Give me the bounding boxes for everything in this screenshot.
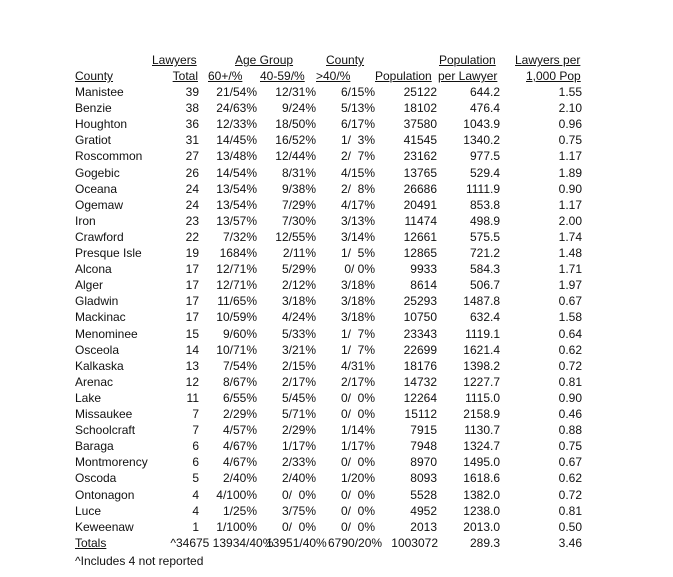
row-17-per-lawyer: 1398.2 (463, 359, 500, 373)
row-7-county-40: 4/17% (340, 198, 375, 212)
row-1-county: Benzie (75, 101, 112, 115)
row-5-total: 26 (185, 166, 199, 180)
row-7-age-60: 13/54% (216, 198, 257, 212)
row-25-per-1000: 0.72 (558, 488, 582, 502)
row-12-total: 17 (185, 278, 199, 292)
header-lawyers: Lawyers (152, 53, 197, 67)
row-26-age-40-59: 3/75% (281, 504, 316, 518)
row-5-population: 13765 (403, 166, 437, 180)
row-2-per-lawyer: 1043.9 (463, 117, 500, 131)
header-lawyers-per: Lawyers per (515, 53, 581, 67)
row-19-county: Lake (75, 391, 102, 405)
row-17-county-40: 4/31% (340, 359, 375, 373)
row-10-age-40-59: 2/11% (282, 246, 316, 260)
row-25-age-40-59: 0/ 0% (281, 488, 316, 502)
row-6-total: 24 (185, 182, 199, 196)
row-2-population: 37580 (403, 117, 437, 131)
row-21-total: 7 (192, 423, 199, 437)
row-8-age-40-59: 7/30% (281, 214, 316, 228)
row-10-per-lawyer: 721.2 (469, 246, 500, 260)
header-county: County (75, 69, 114, 83)
row-27-per-1000: 0.50 (558, 520, 582, 534)
row-8-county: Iron (75, 214, 96, 228)
row-8-per-1000: 2.00 (558, 214, 582, 228)
row-11-total: 17 (185, 262, 199, 276)
row-20-county: Missaukee (75, 407, 133, 421)
row-21-county: Schoolcraft (75, 423, 136, 437)
row-6-county: Oceana (75, 182, 118, 196)
row-12-population: 8614 (410, 278, 437, 292)
row-19-per-1000: 0.90 (558, 391, 582, 405)
row-15-total: 15 (185, 327, 199, 341)
row-14-population: 10750 (403, 310, 437, 324)
row-12-age-40-59: 2/12% (281, 278, 316, 292)
row-10-age-60: 1684% (219, 246, 257, 260)
totals-population: 1003072 (391, 536, 438, 550)
row-1-per-1000: 2.10 (558, 101, 582, 115)
totals-county-40: 6790/20% (328, 536, 383, 550)
row-6-per-lawyer: 1111.9 (465, 182, 500, 196)
row-22-population: 7948 (410, 439, 437, 453)
row-6-per-1000: 0.90 (558, 182, 582, 196)
row-13-total: 17 (185, 294, 199, 308)
row-5-age-60: 14/54% (216, 166, 257, 180)
row-25-per-lawyer: 1382.0 (463, 488, 500, 502)
row-16-county: Osceola (75, 343, 120, 357)
row-13-population: 25293 (403, 294, 437, 308)
row-23-population: 8970 (410, 455, 437, 469)
row-4-total: 27 (185, 149, 199, 163)
row-15-per-lawyer: 1119.1 (465, 327, 500, 341)
row-18-total: 12 (185, 375, 199, 389)
row-9-per-1000: 1.74 (558, 230, 582, 244)
row-12-per-1000: 1.97 (558, 278, 582, 292)
row-0-age-60: 21/54% (216, 85, 257, 99)
row-23-age-40-59: 2/33% (281, 455, 316, 469)
row-20-age-40-59: 5/71% (281, 407, 316, 421)
row-5-per-lawyer: 529.4 (469, 166, 500, 180)
row-4-county-40: 2/ 7% (340, 149, 375, 163)
row-12-age-60: 12/71% (216, 278, 257, 292)
row-19-county-40: 0/ 0% (340, 391, 375, 405)
row-19-per-lawyer: 1115.0 (465, 391, 500, 405)
row-10-county: Presque Isle (75, 246, 142, 260)
row-17-per-1000: 0.72 (558, 359, 582, 373)
row-15-age-40-59: 5/33% (281, 327, 316, 341)
row-5-age-40-59: 8/31% (281, 166, 316, 180)
row-9-county: Crawford (75, 230, 124, 244)
row-6-population: 26686 (403, 182, 437, 196)
row-11-county: Alcona (75, 262, 112, 276)
header-population: Population (375, 69, 432, 83)
row-27-county-40: 0/ 0% (340, 520, 375, 534)
row-21-age-40-59: 2/29% (281, 423, 316, 437)
totals-per-lawyer: 289.3 (469, 536, 500, 550)
row-9-total: 22 (185, 230, 199, 244)
row-16-per-1000: 0.62 (558, 343, 582, 357)
row-10-county-40: 1/ 5% (340, 246, 375, 260)
row-12-per-lawyer: 506.7 (469, 278, 500, 292)
row-18-county: Arenac (75, 375, 114, 389)
row-20-per-1000: 0.46 (558, 407, 582, 421)
row-19-age-40-59: 5/45% (281, 391, 316, 405)
row-13-county-40: 3/18% (340, 294, 375, 308)
row-2-age-40-59: 18/50% (275, 117, 316, 131)
row-22-age-40-59: 1/17% (281, 439, 316, 453)
row-0-age-40-59: 12/31% (275, 85, 316, 99)
row-23-per-lawyer: 1495.0 (463, 455, 500, 469)
row-15-age-60: 9/60% (222, 327, 257, 341)
row-4-population: 23162 (403, 149, 437, 163)
totals-age-40-59: 13951/40% (266, 536, 327, 550)
row-14-per-1000: 1.58 (558, 310, 582, 324)
row-21-age-60: 4/57% (222, 423, 257, 437)
row-23-per-1000: 0.67 (558, 455, 582, 469)
row-14-per-lawyer: 632.4 (469, 310, 500, 324)
row-8-population: 11474 (404, 214, 437, 228)
row-24-county-40: 1/20% (340, 471, 375, 485)
row-10-per-1000: 1.48 (558, 246, 582, 260)
row-7-age-40-59: 7/29% (281, 198, 316, 212)
row-12-county-40: 3/18% (340, 278, 375, 292)
row-13-per-1000: 0.67 (558, 294, 582, 308)
row-24-total: 5 (192, 471, 199, 485)
row-11-population: 9933 (410, 262, 437, 276)
row-19-total: 11 (186, 391, 199, 405)
row-3-age-60: 14/45% (216, 133, 257, 147)
row-24-per-lawyer: 1618.6 (463, 471, 500, 485)
row-15-county: Menominee (75, 327, 138, 341)
row-27-age-40-59: 0/ 0% (281, 520, 316, 534)
row-21-county-40: 1/14% (340, 423, 375, 437)
totals-total: ^346 (170, 536, 196, 550)
row-20-total: 7 (192, 407, 199, 421)
row-1-age-40-59: 9/24% (281, 101, 316, 115)
row-17-age-60: 7/54% (222, 359, 257, 373)
row-16-total: 14 (185, 343, 199, 357)
row-15-county-40: 1/ 7% (340, 327, 375, 341)
row-13-age-40-59: 3/18% (281, 294, 316, 308)
row-1-county-40: 5/13% (340, 101, 375, 115)
row-8-county-40: 3/13% (340, 214, 375, 228)
row-9-per-lawyer: 575.5 (469, 230, 500, 244)
row-3-county: Gratiot (75, 133, 112, 147)
row-15-per-1000: 0.64 (558, 327, 582, 341)
row-14-age-40-59: 4/24% (281, 310, 316, 324)
row-23-age-60: 4/67% (222, 455, 257, 469)
row-20-per-lawyer: 2158.9 (463, 407, 500, 421)
row-22-per-lawyer: 1324.7 (463, 439, 500, 453)
row-18-age-60: 8/67% (222, 375, 257, 389)
row-0-per-1000: 1.55 (558, 85, 582, 99)
row-10-total: 19 (185, 246, 199, 260)
row-15-population: 23343 (403, 327, 437, 341)
row-22-age-60: 4/67% (222, 439, 257, 453)
header-age-40-59: 40-59/% (260, 69, 305, 83)
row-25-county: Ontonagon (75, 488, 135, 502)
row-12-county: Alger (75, 278, 104, 292)
row-19-population: 12264 (403, 391, 437, 405)
header-age-60: 60+/% (208, 69, 243, 83)
row-6-age-40-59: 9/38% (281, 182, 316, 196)
header-per-lawyer: per Lawyer (438, 69, 498, 83)
row-24-age-60: 2/40% (222, 471, 257, 485)
row-7-population: 20491 (403, 198, 437, 212)
row-2-county: Houghton (75, 117, 128, 131)
header-county-40: >40/% (316, 69, 351, 83)
row-1-total: 38 (185, 101, 199, 115)
row-18-county-40: 2/17% (340, 375, 375, 389)
row-16-per-lawyer: 1621.4 (463, 343, 500, 357)
row-8-per-lawyer: 498.9 (469, 214, 500, 228)
row-11-age-40-59: 5/29% (281, 262, 316, 276)
row-27-age-60: 1/100% (216, 520, 257, 534)
row-19-age-60: 6/55% (222, 391, 257, 405)
row-24-population: 8093 (410, 471, 437, 485)
row-27-per-lawyer: 2013.0 (463, 520, 500, 534)
row-25-population: 5528 (410, 488, 437, 502)
row-25-age-60: 4/100% (216, 488, 257, 502)
totals-per-1000: 3.46 (558, 536, 582, 550)
row-23-county: Montmorency (75, 455, 148, 469)
row-16-age-40-59: 3/21% (281, 343, 316, 357)
row-2-county-40: 6/17% (340, 117, 375, 131)
row-7-per-1000: 1.17 (558, 198, 582, 212)
row-3-county-40: 1/ 3% (340, 133, 375, 147)
row-6-age-60: 13/54% (216, 182, 257, 196)
row-0-total: 39 (185, 85, 199, 99)
footnote: ^Includes 4 not reported (75, 554, 204, 568)
header-age-group: Age Group (235, 53, 294, 67)
row-4-per-lawyer: 977.5 (469, 149, 500, 163)
row-23-total: 6 (192, 455, 199, 469)
header-total: Total (172, 69, 198, 83)
row-25-total: 4 (192, 488, 199, 502)
row-23-county-40: 0/ 0% (340, 455, 375, 469)
row-13-age-60: 11/65% (217, 294, 257, 308)
row-1-per-lawyer: 476.4 (469, 101, 500, 115)
row-26-total: 4 (192, 504, 199, 518)
row-17-age-40-59: 2/15% (281, 359, 316, 373)
row-1-age-60: 24/63% (216, 101, 257, 115)
row-16-county-40: 1/ 7% (340, 343, 375, 357)
row-22-total: 6 (192, 439, 199, 453)
row-14-total: 17 (185, 310, 199, 324)
totals-county: Totals (75, 536, 107, 550)
header-population-top: Population (439, 53, 496, 67)
row-26-per-lawyer: 1238.0 (463, 504, 500, 518)
row-26-county-40: 0/ 0% (340, 504, 375, 518)
row-4-age-40-59: 12/44% (275, 149, 316, 163)
row-3-per-lawyer: 1340.2 (463, 133, 500, 147)
row-17-population: 18176 (403, 359, 437, 373)
row-18-age-40-59: 2/17% (281, 375, 316, 389)
row-11-county-40: 0/ 0% (344, 262, 375, 276)
row-5-per-1000: 1.89 (558, 166, 582, 180)
row-22-county: Baraga (75, 439, 114, 453)
row-20-age-60: 2/29% (222, 407, 257, 421)
row-13-county: Gladwin (75, 294, 119, 308)
row-24-county: Oscoda (75, 471, 117, 485)
row-26-age-60: 1/25% (222, 504, 257, 518)
row-2-age-60: 12/33% (216, 117, 257, 131)
row-21-population: 7915 (410, 423, 437, 437)
row-24-per-1000: 0.62 (558, 471, 582, 485)
row-20-population: 15112 (404, 407, 437, 421)
row-11-age-60: 12/71% (216, 262, 257, 276)
row-3-age-40-59: 16/52% (275, 133, 316, 147)
row-11-per-1000: 1.71 (558, 262, 582, 276)
row-9-age-60: 7/32% (222, 230, 257, 244)
row-26-per-1000: 0.81 (558, 504, 582, 518)
totals-age-60: 75 13934/40% (196, 536, 274, 550)
row-5-county-40: 4/15% (340, 166, 375, 180)
row-13-per-lawyer: 1487.8 (463, 294, 500, 308)
row-4-county: Roscommon (75, 149, 143, 163)
row-7-total: 24 (185, 198, 199, 212)
row-26-county: Luce (75, 504, 102, 518)
row-0-per-lawyer: 644.2 (469, 85, 500, 99)
row-0-population: 25122 (403, 85, 437, 99)
row-18-population: 14732 (403, 375, 437, 389)
row-14-age-60: 10/59% (216, 310, 257, 324)
row-17-total: 13 (185, 359, 199, 373)
row-3-total: 31 (185, 133, 199, 147)
header-county-top: County (326, 53, 365, 67)
row-14-county-40: 3/18% (340, 310, 375, 324)
row-25-county-40: 0/ 0% (340, 488, 375, 502)
row-20-county-40: 0/ 0% (340, 407, 375, 421)
row-21-per-1000: 0.88 (558, 423, 582, 437)
row-27-population: 2013 (410, 520, 437, 534)
row-2-total: 36 (185, 117, 199, 131)
row-4-age-60: 13/48% (216, 149, 257, 163)
row-16-population: 22699 (403, 343, 437, 357)
row-9-age-40-59: 12/55% (275, 230, 316, 244)
row-8-total: 23 (185, 214, 199, 228)
row-24-age-40-59: 2/40% (281, 471, 316, 485)
row-3-population: 41545 (403, 133, 437, 147)
row-27-county: Keweenaw (75, 520, 134, 534)
row-18-per-1000: 0.81 (558, 375, 582, 389)
header-per-1000: 1,000 Pop (526, 69, 581, 83)
row-14-county: Mackinac (75, 310, 126, 324)
row-7-county: Ogemaw (75, 198, 124, 212)
row-9-county-40: 3/14% (340, 230, 375, 244)
row-1-population: 18102 (403, 101, 437, 115)
row-21-per-lawyer: 1130.7 (464, 423, 500, 437)
row-7-per-lawyer: 853.8 (469, 198, 500, 212)
row-5-county: Gogebic (75, 166, 120, 180)
row-0-county: Manistee (75, 85, 124, 99)
row-6-county-40: 2/ 8% (340, 182, 375, 196)
row-22-per-1000: 0.75 (558, 439, 582, 453)
row-4-per-1000: 1.17 (558, 149, 582, 163)
row-0-county-40: 6/15% (340, 85, 375, 99)
row-2-per-1000: 0.96 (558, 117, 582, 131)
row-27-total: 1 (192, 520, 199, 534)
row-10-population: 12865 (403, 246, 437, 260)
row-3-per-1000: 0.75 (558, 133, 582, 147)
row-9-population: 12661 (403, 230, 437, 244)
row-18-per-lawyer: 1227.7 (463, 375, 500, 389)
row-17-county: Kalkaska (75, 359, 124, 373)
row-22-county-40: 1/17% (340, 439, 375, 453)
row-16-age-60: 10/71% (216, 343, 257, 357)
row-8-age-60: 13/57% (216, 214, 257, 228)
row-26-population: 4952 (410, 504, 437, 518)
row-11-per-lawyer: 584.3 (469, 262, 500, 276)
